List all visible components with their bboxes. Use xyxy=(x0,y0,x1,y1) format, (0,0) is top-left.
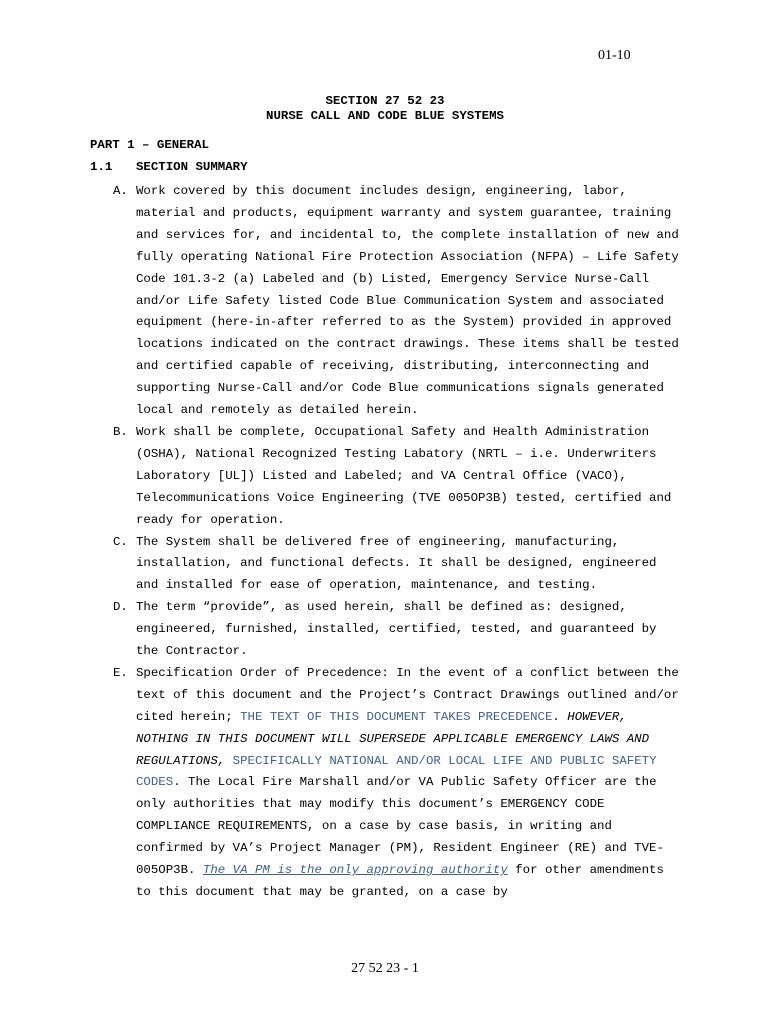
subsection-title: SECTION SUMMARY xyxy=(136,160,248,174)
text-run: for other amendments to this document that may be granted, on a case by xyxy=(136,863,664,899)
text-run: . xyxy=(552,709,568,724)
page-footer: 27 52 23 - 1 xyxy=(351,961,419,976)
item-text: Work covered by this document includes design, engineering, labor, material and products, equipment warranty and system guarantee, training and services for, and incidental to, the complete installation of new and fully operating National Fire Protection Association (NFPA) – Life Safety Code 101.3-2 (a) Labeled and (b) Listed, Emergency Service Nurse-Call and/or Life Safety listed Code Blue Communication System and associated equipment (here-in-after referred to as the System) provided in approved locations indicated on the contract drawings. These items shall be tested and certified capable of receiving, distributing, interconnecting and supporting Nurse-Call and/or Code Blue communications signals generated local and remotely as detailed herein. xyxy=(136,184,679,418)
section-title: SECTION 27 52 23 xyxy=(325,94,445,108)
list-item xyxy=(113,597,683,663)
list-item xyxy=(113,532,683,598)
item-letter: B. xyxy=(113,424,128,439)
item-text: Work shall be complete, Occupational Safety and Health Administration (OSHA), National Recognized Testing Labatory (NRTL – i.e. Underwriters Laboratory [UL]) Listed and Labeled; and VA Central Office (VACO), Telecommunications Voice Engineering (TVE 005OP3B) tested, certified and ready for operation. xyxy=(136,424,672,527)
text-run: . The Local Fire Marshall and/or VA Public Safety Officer are the only authorities that may modify this document’s EMERGENCY CODE COMPLIANCE REQUIREMENTS, on a case by case basis, in writing and confirmed by VA’s Project Manager (PM), Resident Engineer (RE) and TVE-005OP3B. xyxy=(136,775,664,878)
highlighted-text: SPECIFICALLY NATIONAL AND/OR LOCAL LIFE AND PUBLIC SAFETY CODES xyxy=(136,753,657,790)
item-letter: E. xyxy=(113,665,128,680)
subsection-heading xyxy=(90,160,248,174)
page-number: 01-10 xyxy=(598,48,631,63)
highlighted-text: THE TEXT OF THIS DOCUMENT TAKES PRECEDENCE xyxy=(240,709,553,724)
item-letter: D. xyxy=(113,600,128,615)
authority-link[interactable]: The VA PM is the only approving authority xyxy=(202,863,508,878)
section-subtitle: NURSE CALL AND CODE BLUE SYSTEMS xyxy=(266,109,504,123)
list-item xyxy=(113,181,683,422)
part-heading: PART 1 – GENERAL xyxy=(90,138,209,152)
text-run: Specification Order of Precedence: In the event of a conflict between the text of this document and the Project’s Contract Drawings outlined and/or cited herein; xyxy=(136,665,679,724)
item-text: The System shall be delivered free of engineering, manufacturing, installation, and functional defects. It shall be designed, engineered and installed for ease of operation, maintenance, and testing. xyxy=(136,534,657,593)
item-letter: C. xyxy=(113,534,128,549)
subsection-number: 1.1 xyxy=(90,160,113,174)
text-run xyxy=(225,754,232,768)
list-item xyxy=(113,422,683,532)
item-list xyxy=(113,181,683,904)
item-text xyxy=(136,663,681,904)
item-text: The term “provide”, as used herein, shall be defined as: designed, engineered, furnished, installed, certified, tested, and guaranteed by the Contractor. xyxy=(136,600,657,659)
item-letter: A. xyxy=(113,184,128,198)
italic-text: HOWEVER, NOTHING IN THIS DOCUMENT WILL SUPERSEDE APPLICABLE EMERGENCY LAWS AND REGULATIONS, xyxy=(136,709,650,768)
list-item xyxy=(113,663,683,904)
